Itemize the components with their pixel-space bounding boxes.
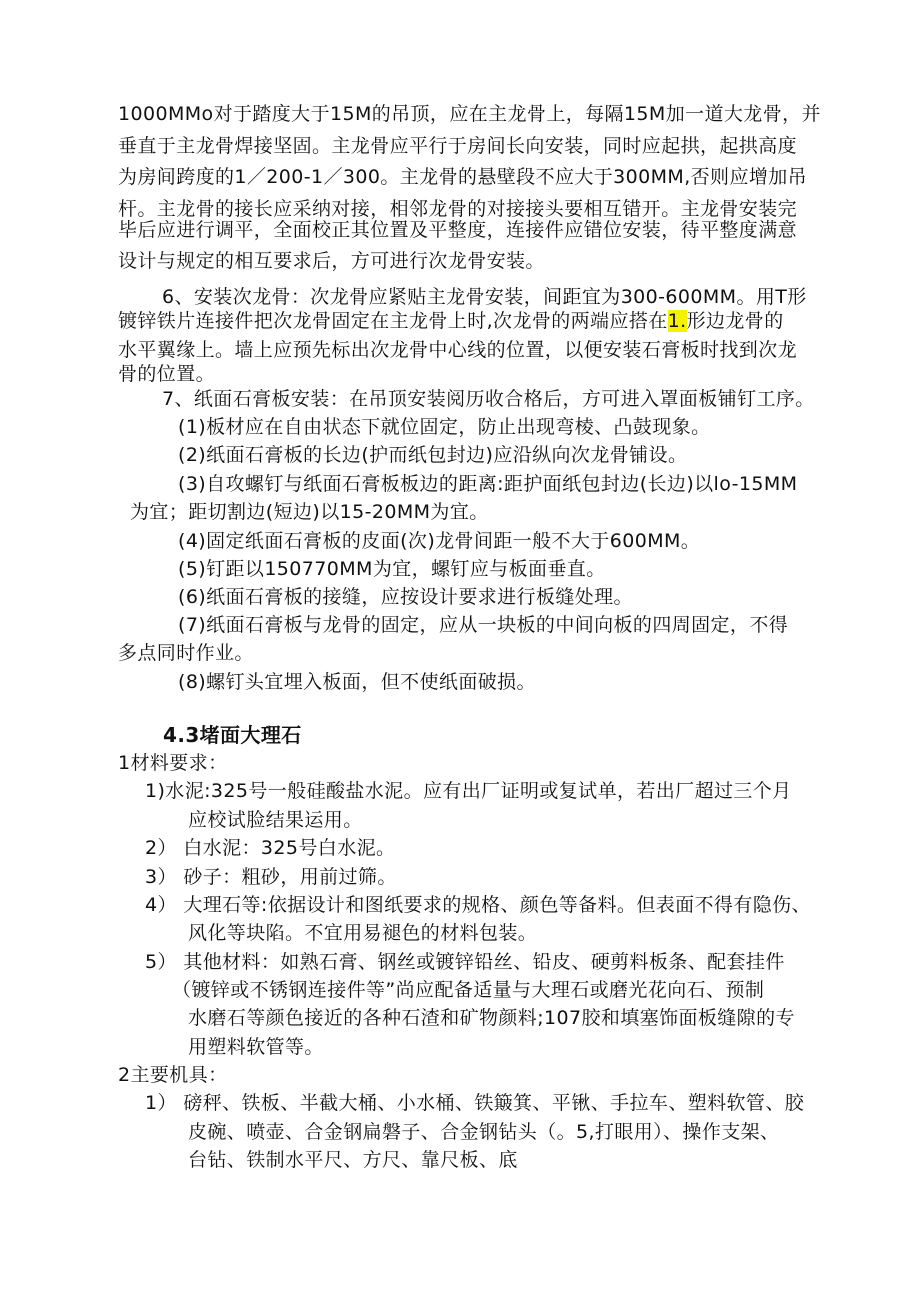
list-item: （镀锌或不锈钢连接件等”尚应配备适量与大理石或磨光花向石、预制 (172, 979, 765, 1001)
list-item: 3） 砂子：粗砂，用前过筛。 (145, 866, 397, 888)
item-6-line: 水平翼缘上。墙上应预先标出次龙骨中心线的位置，以便安装石膏板时找到次龙 (118, 339, 798, 361)
item-6-line: 骨的位置。 (118, 363, 216, 385)
text-line: 垂直于主龙骨焊接坚固。主龙骨应平行于房间长向安装，同时应起拱，起拱高度 (118, 135, 798, 157)
list-item: 应校试脸结果运用。 (188, 809, 363, 831)
item-6-line: 6、安装次龙骨：次龙骨应紧贴主龙骨安装，间距宜为300-600MM。用T形 (162, 286, 807, 308)
list-item: 为宜；距切割边(短边)以15-20MM为宜。 (130, 501, 489, 523)
list-item: 4） 大理石等:依据设计和图纸要求的规格、颜色等备料。但表面不得有隐伤、 (145, 894, 811, 916)
item-7-intro: 7、纸面石膏板安装：在吊顶安装阅历收合格后，方可进入罩面板铺钉工序。 (162, 388, 815, 410)
section-heading: 4.3堵面大理石 (163, 723, 302, 747)
list-item: (1)板材应在自由状态下就位固定，防止出现弯棱、凸鼓现象。 (178, 416, 711, 438)
subsection-title: 2主要机具： (118, 1064, 228, 1086)
list-item: 1)水泥:325号一般硅酸盐水泥。应有出厂证明或复试单，若出厂超过三个月 (145, 780, 792, 802)
list-item: 水磨石等颜色接近的各种石渣和矿物颜料;107胶和填塞饰面板缝隙的专 (188, 1007, 795, 1029)
text-line: 毕后应进行调平，全面校正其位置及平整度，连接件应错位安装，待平整度满意 (118, 219, 798, 241)
list-item: (6)纸面石膏板的接缝，应按设计要求进行板缝处理。 (178, 586, 633, 608)
text-segment: 形边龙骨的 (686, 310, 784, 332)
list-item: (3)自攻螺钉与纸面石膏板板边的距离:距护面纸包封边(长边)以lo-15MM (178, 473, 798, 495)
list-item: (4)固定纸面石膏板的皮面(次)龙骨间距一般不大于600MM。 (178, 530, 701, 552)
list-item: (2)纸面石膏板的长边(护而纸包封边)应沿纵向次龙骨铺设。 (178, 444, 688, 466)
subsection-title: 1材料要求： (118, 752, 228, 774)
list-item: (7)纸面石膏板与龙骨的固定，应从一块板的中间向板的四周固定，不得 (178, 614, 789, 636)
item-6-line (118, 307, 784, 335)
text-line: 1000MMo对于踏度大于15M的吊顶，应在主龙骨上，每隔15M加一道大龙骨，并 (118, 103, 821, 125)
highlighted-text: 1. (667, 310, 687, 332)
list-item: (8)螺钉头宜埋入板面，但不使纸面破损。 (178, 671, 536, 693)
list-item: 1） 磅秤、铁板、半截大桶、小水桶、铁簸箕、平锹、手拉车、塑料软管、胶 (145, 1092, 805, 1114)
text-line: 为房间跨度的1／200-1／300。主龙骨的悬壁段不应大于300MM,否则应增加吊 (118, 166, 808, 188)
list-item: 多点同时作业。 (118, 642, 254, 664)
list-item: 台钻、铁制水平尺、方尺、靠尺板、底 (188, 1149, 518, 1171)
list-item: 5） 其他材料：如熟石膏、钢丝或镀锌铅丝、铅皮、硬剪料板条、配套挂件 (145, 951, 785, 973)
list-item: 2） 白水泥：325号白水泥。 (145, 837, 396, 859)
list-item: 用塑料软管等。 (188, 1036, 324, 1058)
list-item: 皮碗、喷壶、合金钢扁磐子、合金钢钻头（。5,打眼用）、操作支架、 (188, 1121, 780, 1143)
list-item: (5)钉距以150770MM为宜，螺钉应与板面垂直。 (178, 558, 606, 580)
text-line: 杆。主龙骨的接长应采纳对接，相邻龙骨的对接接头要相互错开。主龙骨安装完 (118, 198, 798, 220)
text-segment: 镀锌铁片连接件把次龙骨固定在主龙骨上时,次龙骨的两端应搭在 (118, 310, 668, 332)
list-item: 风化等块陷。不宜用易褪色的材料包装。 (188, 922, 538, 944)
text-line: 设计与规定的相互要求后，方可进行次龙骨安装。 (118, 250, 545, 272)
